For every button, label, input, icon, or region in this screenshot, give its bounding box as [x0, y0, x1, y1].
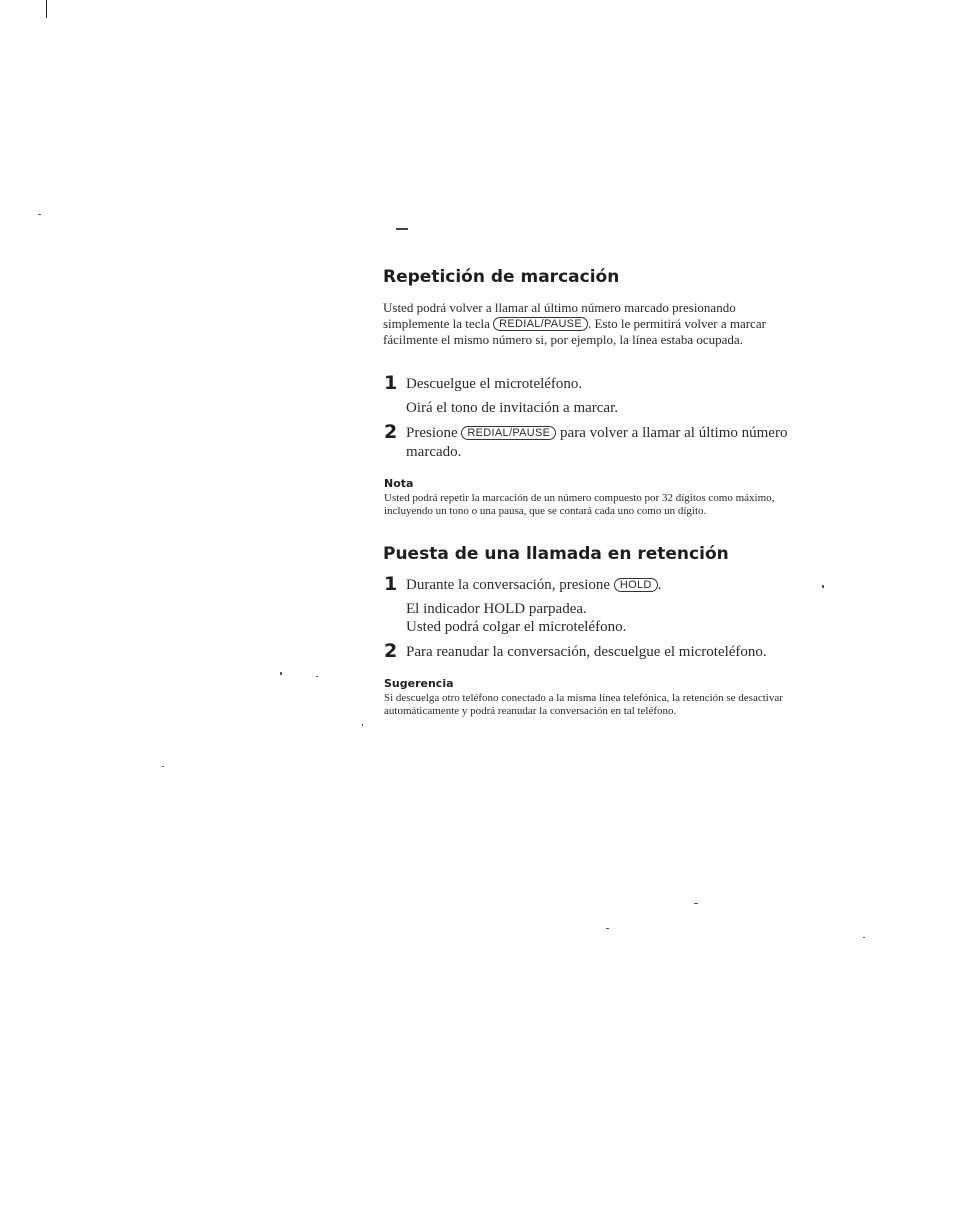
intro-line-2-post: . Esto le permitirá volver a marcar [587, 316, 766, 331]
step-text-pre: Presione [406, 425, 458, 441]
scan-dot [606, 928, 609, 929]
scan-dot [863, 937, 865, 938]
intro-line-2-pre: simplemente la tecla [383, 316, 490, 331]
section-title-hold: Puesta de una llamada en retención [383, 544, 729, 564]
step-number: 1 [384, 372, 398, 394]
step-text-continuation: marcado. [406, 444, 462, 460]
step-result: Usted podrá colgar el microteléfono. [406, 619, 627, 635]
intro-line-2 [383, 316, 766, 332]
step-number: 2 [384, 640, 398, 662]
intro-line-1: Usted podrá volver a llamar al último número marcado presionando [383, 300, 736, 315]
step-number: 1 [384, 573, 398, 595]
tip-label: Sugerencia [384, 677, 454, 690]
tip-line-1: Si descuelga otro teléfono conectado a la misma línea telefónica, la retención se desactivar [384, 692, 783, 704]
redial-pause-key: REDIAL/PAUSE [461, 426, 556, 440]
step-text: Descuelgue el microteléfono. [406, 376, 583, 392]
note-line-2: incluyendo un tono o una pausa, que se contará cada uno como un dígito. [384, 505, 707, 517]
note-text [384, 492, 774, 518]
step-text [406, 576, 661, 594]
step-result: Oirá el tono de invitación a marcar. [406, 400, 618, 416]
step-text-post: para volver a llamar al último número [560, 425, 788, 441]
step-text-pre: Durante la conversación, presione [406, 577, 611, 593]
step-result: El indicador HOLD parpadea. [406, 601, 587, 617]
scan-dot [362, 724, 363, 726]
scan-dot [38, 214, 41, 215]
step-number: 2 [384, 421, 398, 443]
tip-text [384, 692, 783, 718]
redial-pause-key: REDIAL/PAUSE [493, 317, 588, 331]
scan-dot [822, 585, 824, 588]
scan-dot [162, 766, 164, 767]
scan-dot [316, 676, 318, 677]
step-text: Para reanudar la conversación, descuelgue el microteléfono. [406, 644, 767, 660]
scan-edge-mark [46, 0, 47, 18]
section-title-redial: Repetición de marcación [383, 267, 620, 287]
hold-key: HOLD [614, 578, 658, 592]
step-text [406, 424, 787, 442]
tip-line-2: automáticamente y podrá reanudar la conversación en tal teléfono. [384, 705, 677, 717]
intro-paragraph [383, 300, 766, 348]
scan-mark [396, 228, 408, 230]
scan-dot [694, 903, 698, 904]
step-text-post: . [657, 577, 662, 593]
intro-line-3: fácilmente el mismo número si, por ejemplo, la línea estaba ocupada. [383, 332, 743, 347]
scan-dot [280, 672, 282, 675]
note-line-1: Usted podrá repetir la marcación de un número compuesto por 32 dígitos como máximo, [384, 492, 775, 504]
note-label: Nota [384, 477, 414, 490]
